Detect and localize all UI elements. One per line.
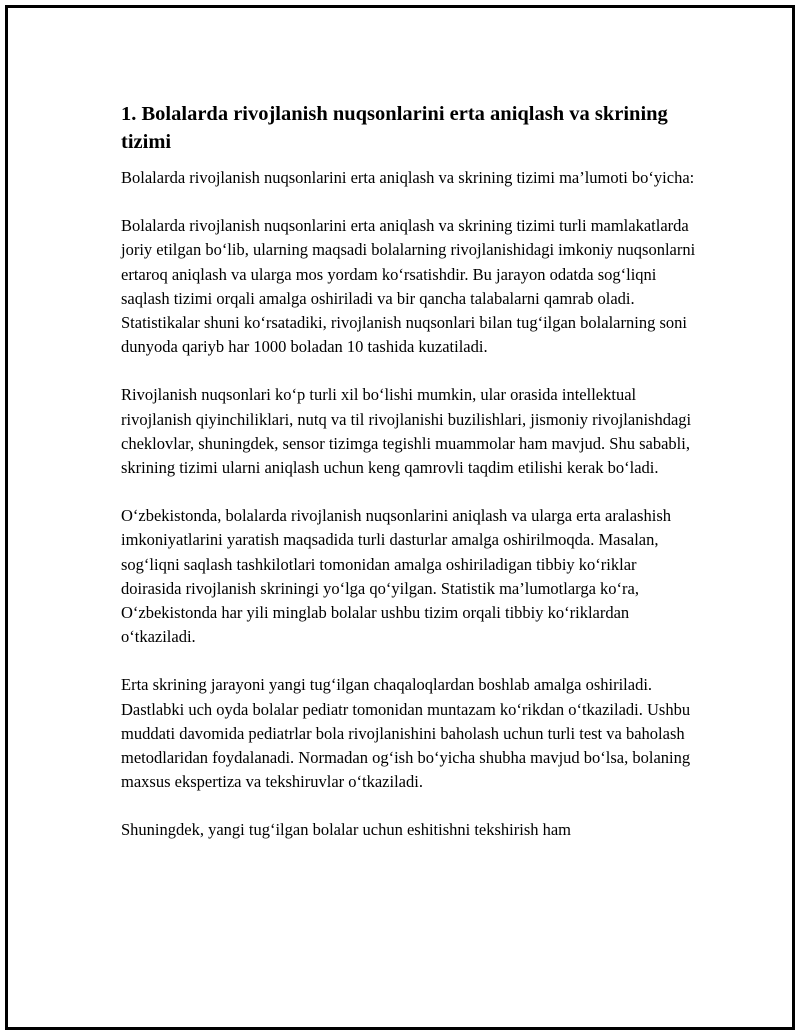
page-frame: [5, 5, 795, 1030]
document-title: 1. Bolalarda rivojlanish nuqsonlarini erta aniqlash va skrining tizimi: [121, 103, 668, 153]
document-body: [121, 100, 701, 867]
paragraph-hearing-check: Shuningdek, yangi tug‘ilgan bolalar uchun eshitishni tekshirish ham: [121, 820, 572, 840]
paragraph-uzbekistan: O‘zbekistonda, bolalarda rivojlanish nuqsonlarini aniqlash va ularga erta aralashish imkoniyatlarini yaratish maqsadida turli dasturlar amalga oshirilmoqda. Masalan, sog‘liqni saqlash tashkilotlari tomonidan amalga oshiriladigan tibbiy ko‘riklar doirasida rivojlanish skriningi yo‘lga qo‘yilgan. Statistik ma’lumotlarga ko‘ra, O‘zbekistonda har yili minglab bolalar ushbu tizim orqali tibbiy ko‘riklardan o‘tkaziladi.: [121, 506, 671, 647]
paragraph-early-screening: Erta skrining jarayoni yangi tug‘ilgan chaqaloqlardan boshlab amalga oshiriladi. Dastlabki uch oyda bolalar pediatr tomonidan muntazam ko‘rikdan o‘tkaziladi. Ushbu muddati davomida pediatrlar bola rivojlanishini baholash uchun turli test va baholash metodlaridan foydalanadi. Normadan og‘ish bo‘yicha shubha mavjud bo‘lsa, bolaning maxsus ekspertiza va tekshiruvlar o‘tkaziladi.: [121, 675, 691, 792]
paragraph-overview: Bolalarda rivojlanish nuqsonlarini erta aniqlash va skrining tizimi turli mamlakatlarda joriy etilgan bo‘lib, ularning maqsadi bolalarning rivojlanishidagi imkoniy nuqsonlarni ertaroq aniqlash va ularga mos yordam ko‘rsatishdir. Bu jarayon odatda sog‘liqni saqlash tizimi orqali amalga oshiriladi va bir qancha talabalarni qamrab oladi. Statistikalar shuni ko‘rsatadiki, rivojlanish nuqsonlari bilan tug‘ilgan bolalarning soni dunyoda qariyb har 1000 boladan 10 tashida kuzatiladi.: [121, 216, 696, 357]
paragraph-defect-types: Rivojlanish nuqsonlari ko‘p turli xil bo‘lishi mumkin, ular orasida intellektual rivojlanish qiyinchiliklari, nutq va til rivojlanishi buzilishlari, jismoniy rivojlanishdagi cheklovlar, shuningdek, sensor tizimga tegishli muammolar ham mavjud. Shu sababli, skrining tizimi ularni aniqlash uchun keng qamrovli taqdim etilishi kerak bo‘ladi.: [121, 385, 692, 478]
paragraph-intro: Bolalarda rivojlanish nuqsonlarini erta aniqlash va skrining tizimi ma’lumoti bo‘yicha:: [121, 168, 695, 187]
